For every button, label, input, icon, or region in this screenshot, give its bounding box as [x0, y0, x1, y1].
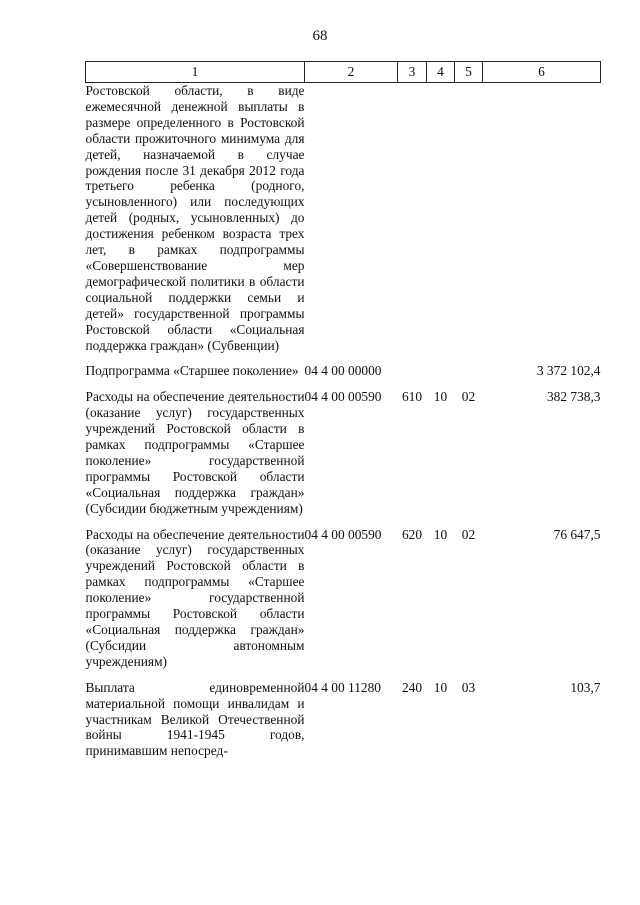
row-target-code: 04 4 00 00000 [304, 363, 382, 379]
row-section: 10 [433, 526, 448, 542]
column-header-3: 3 [398, 62, 427, 83]
row-expense-type [398, 363, 427, 379]
row-description: Расходы на обеспечение деятельности (оказание услуг) государственных учреждений Ростовской области в рамках подпрограммы «Старшее поколение» государственной программы Ростовской области «Социальная поддержка граждан» (Субсидии бюджетным учреждениям) [85, 389, 305, 516]
table-row [86, 363, 601, 379]
row-expense-type [398, 83, 427, 354]
page-number: 68 [312, 28, 328, 44]
row-target-code: 04 4 00 11280 [304, 679, 381, 695]
row-expense-type: 610 [401, 389, 423, 405]
row-expense-type: 240 [401, 679, 423, 695]
row-subsection [455, 363, 483, 379]
row-subsection: 03 [461, 679, 476, 695]
row-amount: 76 647,5 [553, 526, 601, 542]
column-header-6: 6 [483, 62, 601, 83]
column-header-4: 4 [427, 62, 455, 83]
header-row [86, 62, 601, 83]
row-subsection: 02 [461, 389, 476, 405]
row-section: 10 [433, 679, 448, 695]
row-amount: 3 372 102,4 [536, 363, 601, 379]
table-row [86, 83, 601, 354]
table-row [86, 389, 601, 516]
row-description: Ростовской области, в виде ежемесячной денежной выплаты в размере определенного в Ростовской области прожиточного минимума для детей, назначаемой в случае рождения после 31 декабря 2012 года третьего ребенка (родного, усыновленного) или последующих детей (родных, усыновленных) до достижения ребенком возраста трех лет, в рамках подпрограммы «Совершенствование мер демографической политики в области социальной поддержки семьи и детей» государственной программы Ростовской области «Социальная поддержка граждан» (Субвенции) [85, 83, 305, 353]
budget-table [85, 61, 601, 759]
row-amount: 382 738,3 [546, 389, 601, 405]
table-row [86, 680, 601, 760]
row-subsection [455, 83, 483, 354]
row-description: Расходы на обеспечение деятельности (оказание услуг) государственных учреждений Ростовской области в рамках подпрограммы «Старшее поколение» государственной программы Ростовской области «Социальная поддержка граждан» (Субсидии автономным учреждениям) [85, 526, 305, 669]
column-header-2: 2 [305, 62, 398, 83]
row-section: 10 [433, 389, 448, 405]
row-description: Подпрограмма «Старшее поколение» [85, 363, 299, 379]
row-amount [483, 83, 601, 354]
row-target-code: 04 4 00 00590 [304, 526, 382, 542]
row-section [427, 363, 455, 379]
row-amount: 103,7 [570, 679, 601, 695]
row-expense-type: 620 [401, 526, 423, 542]
row-description: Выплата единовременной материальной помощи инвалидам и участникам Великой Отечественной войны 1941-1945 годов, принимавшим непосред- [85, 679, 305, 759]
row-target-code [305, 83, 398, 354]
row-section [427, 83, 455, 354]
row-subsection: 02 [461, 526, 476, 542]
column-header-1: 1 [86, 62, 305, 83]
row-target-code: 04 4 00 00590 [304, 389, 382, 405]
column-header-5: 5 [455, 62, 483, 83]
table-row [86, 527, 601, 670]
